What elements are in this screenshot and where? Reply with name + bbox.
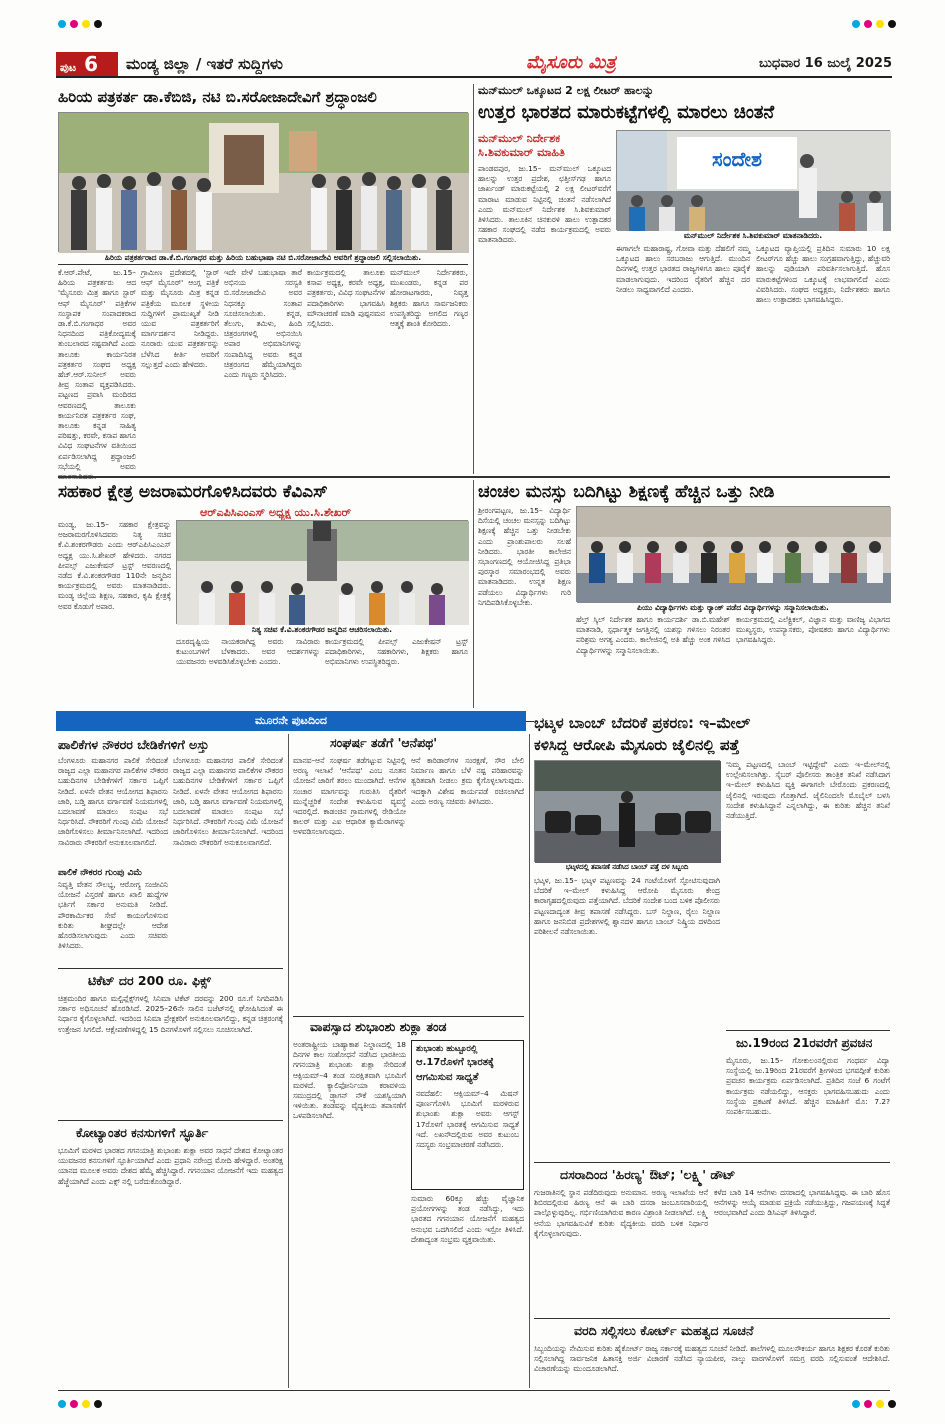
story5-column: ಬೆಂಗಳೂರು ಮಹಾನಗರ ಪಾಲಿಕೆ ಸೇರಿದಂತೆ ರಾಜ್ಯದ ಎಲ್ಲಾ ಮಹಾನಗರ ಪಾಲಿಕೆಗಳ ನೌಕರರ ಬಹುದಿನಗಳ ಬೇಡಿಕೆಗಳಿಗೆ ಸರ್ಕಾರ ಒಪ್ಪಿಗೆ ನೀಡಿದೆ. ಏಳನೇ ವೇತನ ಆಯೋಗದ ಶಿಫಾರಸು ಜಾರಿ, ಬಡ್ತಿ ಹಾಗೂ ವರ್ಗಾವಣೆ ನಿಯಮಗಳಲ್ಲಿ ಬದಲಾವಣೆ ಮಾಡಲು ಸಂಪುಟ ಸಭೆ ನಿರ್ಧರಿಸಿದೆ. ನೌಕರರಿಗೆ ಗುಂಪು ವಿಮೆ ಯೋಜನೆ ಜಾರಿಗೊಳಿಸಲು ತೀರ್ಮಾನಿಸಲಾಗಿದೆ. ಇದರಿಂದ ಸಾವಿರಾರು ನೌಕರರಿಗೆ ಅನುಕೂಲವಾಗಲಿದೆ. [173,756,283,847]
section-name: ಮಂಡ್ಯ ಜಿಲ್ಲಾ / ಇತರೆ ಸುದ್ದಿಗಳು [126,55,283,73]
story7-headline: ಕೋಟ್ಯಾಂತರ ಕನಸುಗಳಿಗೆ ಸ್ಫೂರ್ತಿ [76,1125,209,1140]
story1-headline: ಹಿರಿಯ ಪತ್ರಕರ್ತ ಡಾ.ಕೆಬಿಜಿ, ನಟಿ ಬಿ.ಸರೋಜಾದೇವಿಗೆ ಶ್ರದ್ಧಾಂಜಲಿ [58,88,377,106]
column-divider [473,84,474,474]
story9-column: ಅಂತರಾಷ್ಟ್ರೀಯ ಬಾಹ್ಯಾಕಾಶ ನಿಲ್ದಾಣದಲ್ಲಿ 18 ದಿನಗಳ ಕಾಲ ಸಂಶೋಧನೆ ನಡೆಸಿದ ಭಾರತೀಯ ಗಗನಯಾತ್ರಿ ಶುಭಾಂಶು ಶುಕ್ಲಾ ಸೇರಿದಂತೆ ಆಕ್ಸಿಯಮ್–4 ತಂಡ ಸುರಕ್ಷಿತವಾಗಿ ಭೂಮಿಗೆ ಮರಳಿದೆ. ಕ್ಯಾಲಿಫೋರ್ನಿಯಾ ಕರಾವಳಿಯ ಸಮುದ್ರದಲ್ಲಿ ಡ್ರ್ಯಾಗನ್ ನೌಕೆ ಯಶಸ್ವಿಯಾಗಿ ಇಳಿಯಿತು. ತಂಡವನ್ನು ವೈದ್ಯಕೀಯ ತಪಾಸಣೆಗೆ ಒಳಪಡಿಸಲಾಗಿದೆ. [293,1040,406,1121]
story2-column: ಪಾಂಡವಪುರ, ಜು.15– ಮನ್‌ಮುಲ್ ಒಕ್ಕೂಟದ ಹಾಲನ್ನು ಉತ್ತರ ಪ್ರದೇಶ, ಛತ್ತೀಸ್‌ಗಢ ಹಾಗೂ ಜಾರ್ಖಂಡ್ ಮಾರುಕಟ್ಟೆಯಲ್ಲಿ 2 ಲಕ್ಷ ಲೀಟರ್‌ವರೆಗೆ ಮಾರಾಟ ಮಾಡುವ ನಿಟ್ಟಿನಲ್ಲಿ ಚಿಂತನೆ ನಡೆಸಲಾಗಿದೆ ಎಂದು ಮನ್‌ಮುಲ್ ನಿರ್ದೇಶಕ ಸಿ.ಶಿವಕುಮಾರ್ ತಿಳಿಸಿದರು. ತಾಲೂಕಿನ ಚಿನಕುರಳಿ ಹಾಲು ಉತ್ಪಾದಕರ ಸಹಕಾರ ಸಂಘದಲ್ಲಿ ನಡೆದ ಕಾರ್ಯಕ್ರಮದಲ್ಲಿ ಅವರು ಮಾತನಾಡಿದರು. [478,164,611,245]
divider [58,476,890,478]
story5-column: ಬೆಂಗಳೂರು ಮಹಾನಗರ ಪಾಲಿಕೆ ಸೇರಿದಂತೆ ರಾಜ್ಯದ ಎಲ್ಲಾ ಮಹಾನಗರ ಪಾಲಿಕೆಗಳ ನೌಕರರ ಬಹುದಿನಗಳ ಬೇಡಿಕೆಗಳಿಗೆ ಸರ್ಕಾರ ಒಪ್ಪಿಗೆ ನೀಡಿದೆ. ಏಳನೇ ವೇತನ ಆಯೋಗದ ಶಿಫಾರಸು ಜಾರಿ, ಬಡ್ತಿ ಹಾಗೂ ವರ್ಗಾವಣೆ ನಿಯಮಗಳಲ್ಲಿ ಬದಲಾವಣೆ ಮಾಡಲು ಸಂಪುಟ ಸಭೆ ನಿರ್ಧರಿಸಿದೆ. ನೌಕರರಿಗೆ ಗುಂಪು ವಿಮೆ ಯೋಜನೆ ಜಾರಿಗೊಳಿಸಲು ತೀರ್ಮಾನಿಸಲಾಗಿದೆ. ಇದರಿಂದ ಸಾವಿರಾರು ನೌಕರರಿಗೆ ಅನುಕೂಲವಾಗಲಿದೆ. [58,756,168,847]
story4-column: ಕಾರ್ಯಕ್ರಮದಲ್ಲಿ ಎಲೆಕ್ಟ್ರಿಕಲ್, ವಿಜ್ಞಾನ ಮತ್ತು ವಾಣಿಜ್ಯ ವಿಭಾಗದ ಮುಖ್ಯಸ್ಥರು, ಉಪನ್ಯಾಸಕರು, ಪೋಷಕರು ಹಾಗೂ ವಿದ್ಯಾರ್ಥಿಗಳು ಭಾಗವಹಿಸಿದ್ದರು. [736,615,890,645]
story10-photo [534,760,720,862]
page-tag [56,52,118,76]
column-divider [288,734,289,1388]
story1-column: ಇದೇ ವೇಳೆ ಬಹುಭಾಷಾ ತಾರೆ ಅಭಿನಯ ಸರಸ್ವತಿ ಬಿ.ಸರೋಜಾದೇವಿ ಅವರ ನಿಧನಕ್ಕೂ ಸಂತಾಪ ಸೂಚಿಸಲಾಯಿತು. ಕನ್ನಡ, ತೆಲುಗು, ತಮಿಳು, ಹಿಂದಿ ಚಿತ್ರರಂಗಗಳಲ್ಲಿ ಅಭಿನಯಿಸಿ ಅಪಾರ ಅಭಿಮಾನಿಗಳನ್ನು ಸಂಪಾದಿಸಿದ್ದ ಅವರು ಕನ್ನಡ ಚಿತ್ರರಂಗದ ಹೆಮ್ಮೆಯಾಗಿದ್ದರು ಎಂದು ಗಣ್ಯರು ಸ್ಮರಿಸಿದರು. [224,268,302,380]
registration-mark-cyan [58,1400,66,1408]
sidebox-line: ಆ.17ರೊಳಗೆ ಭಾರತಕ್ಕೆ [416,1057,494,1068]
divider [58,1120,283,1121]
story1-photo-image [59,113,469,253]
story1-column: ಕಾರ್ಯಕ್ರಮದಲ್ಲಿ ತಾಲೂಕು ಕಸಾಪ ಅಧ್ಯಕ್ಷ, ಕರವೇ ಅಧ್ಯಕ್ಷ, ಪತ್ರಕರ್ತರು, ವಿವಿಧ ಸಂಘಟನೆಗಳ ಪದಾಧಿಕಾರಿಗಳು ಭಾಗವಹಿಸಿ ಮೌನಾಚರಣೆ ಮಾಡಿ ಪುಷ್ಪನಮನ ಸಲ್ಲಿಸಿದರು. [307,268,385,329]
sidebox [411,1040,524,1190]
divider [58,968,283,969]
registration-mark-black [888,1400,896,1408]
story10-headline: ಭಟ್ಕಳ ಬಾಂಬ್ ಬೆದರಿಕೆ ಪ್ರಕರಣ: ಇ–ಮೇಲ್ [534,714,751,732]
registration-mark-magenta [70,20,78,28]
story8-headline: ಸಂಘರ್ಷ ತಡೆಗೆ 'ಆನೆಪಥ' [330,735,438,750]
story3-headline: ಸಹಕಾರ ಕ್ಷೇತ್ರ ಅಜರಾಮರಗೊಳಿಸಿದವರು ಕೆವಿಎಸ್ [58,482,328,502]
divider [534,1318,890,1319]
story10-column: 'ನಿಮ್ಮ ಪಟ್ಟಣದಲ್ಲಿ ಬಾಂಬ್ ಇಟ್ಟಿದ್ದೇವೆ' ಎಂದು ಇ–ಮೇಲ್‌ನಲ್ಲಿ ಉಲ್ಲೇಖಿಸಲಾಗಿತ್ತು. ಸೈಬರ್ ಪೊಲೀಸರು ತಾಂತ್ರಿಕ ತನಿಖೆ ನಡೆಸಿದಾಗ ಇ–ಮೇಲ್ ಕಳುಹಿಸಿದ ವ್ಯಕ್ತಿ ಈಗಾಗಲೇ ಬೇರೊಂದು ಪ್ರಕರಣದಲ್ಲಿ ಜೈಲಿನಲ್ಲಿ ಇರುವುದು ಗೊತ್ತಾಗಿದೆ. ಜೈಲಿನಿಂದಲೇ ಮೊಬೈಲ್ ಬಳಸಿ ಸಂದೇಶ ಕಳುಹಿಸಿದ್ದಾನೆ ಎನ್ನಲಾಗಿದ್ದು, ಈ ಕುರಿತು ಹೆಚ್ಚಿನ ತನಿಖೆ ನಡೆಯುತ್ತಿದೆ. [726,760,890,821]
story11-headline: ಜು.19ರಂದ 21ರವರೆಗೆ ಪ್ರವಚನ [736,1036,873,1050]
registration-mark-cyan [58,20,66,28]
registration-mark-yellow [82,20,90,28]
story3-column: ದೂರದೃಷ್ಟಿಯ ನಾಯಕರಾಗಿದ್ದ ಅವರು ಸಾವಿರಾರು ಕುಟುಂಬಗಳಿಗೆ ಬೆಳಕಾದರು. ಅವರ ಆದರ್ಶಗಳನ್ನು ಯುವಜನರು ಅಳವಡಿಸಿಕೊಳ್ಳಬೇಕು ಎಂದರು. [176,637,320,667]
story3-subhead: ಆರ್‌ಎಪಿಸಿಎಂಎಸ್ ಅಧ್ಯಕ್ಷ ಯು.ಸಿ.ಶೇಖರ್ [200,506,351,519]
story3-column: ಕಾರ್ಯಕ್ರಮದಲ್ಲಿ ಪೀಪಲ್ಸ್ ಎಜುಕೇಷನ್ ಟ್ರಸ್ಟ್ ಪದಾಧಿಕಾರಿಗಳು, ಸಹಕಾರಿಗಳು, ಶಿಕ್ಷಕರು ಹಾಗೂ ಅಭಿಮಾನಿಗಳು ಉಪಸ್ಥಿತರಿದ್ದರು. [325,637,468,667]
story11-column: ಮೈಸೂರು, ಜು.15– ಗೋಕುಲಂನಲ್ಲಿರುವ ಗಂಧರ್ವ ವಿದ್ಯಾ ಸಂಸ್ಥೆಯಲ್ಲಿ ಜು.19ರಿಂದ 21ರವರೆಗೆ ಶ್ರೀಗಳಿಂದ ಭಗವದ್ಗೀತೆ ಕುರಿತು ಪ್ರವಚನ ಕಾರ್ಯಕ್ರಮ ಏರ್ಪಡಿಸಲಾಗಿದೆ. ಪ್ರತಿದಿನ ಸಂಜೆ 6 ಗಂಟೆಗೆ ಕಾರ್ಯಕ್ರಮ ನಡೆಯಲಿದ್ದು, ಆಸಕ್ತರು ಭಾಗವಹಿಸಬಹುದು ಎಂದು ಸಂಸ್ಥೆಯ ಪ್ರಕಟಣೆ ತಿಳಿಸಿದೆ. ಹೆಚ್ಚಿನ ಮಾಹಿತಿಗೆ ಮೊ: 7.2? ಸಂಪರ್ಕಿಸಬಹುದು. [726,1056,890,1117]
story2-headline: ಉತ್ತರ ಭಾರತದ ಮಾರುಕಟ್ಟೆಗಳಲ್ಲಿ ಮಾರಲು ಚಿಂತನೆ [478,102,775,123]
story3-caption: ನಿತ್ಯ ಸಚಿವ ಕೆ.ವಿ.ಶಂಕರಗೌಡರ ಜನ್ಮದಿನ ಆಚರಿಸಲಾಯಿತು. [251,625,393,634]
story6-headline: ಟಿಕೆಟ್ ದರ 200 ರೂ. ಫಿಕ್ಸ್ [88,973,211,988]
section-banner: ಮೂರನೇ ಪುಟದಿಂದ [56,711,526,731]
divider [58,264,468,265]
story2-subhead: ಮನ್‌ಮುಲ್ ನಿರ್ದೇಶಕ [478,132,561,145]
story3-photo-image [177,521,469,625]
registration-mark-black [94,1400,102,1408]
story2-photo-sign: ಸಂದೇಶ [712,147,762,171]
story13-column: ಸಿಬ್ಬಂದಿಯನ್ನು ನೇಮಿಸುವ ಕುರಿತು ಹೈಕೋರ್ಟ್ ರಾಜ್ಯ ಸರ್ಕಾರಕ್ಕೆ ಮಹತ್ವದ ಸೂಚನೆ ನೀಡಿದೆ. ಶಾಲೆಗಳಲ್ಲಿ ಮೂಲಸೌಕರ್ಯ ಹಾಗೂ ಶಿಕ್ಷಕರ ಕೊರತೆ ಕುರಿತು ಸಲ್ಲಿಸಲಾಗಿದ್ದ ಸಾರ್ವಜನಿಕ ಹಿತಾಸಕ್ತಿ ಅರ್ಜಿ ವಿಚಾರಣೆ ನಡೆಸಿದ ನ್ಯಾಯಪೀಠ, ನಾಲ್ಕು ವಾರಗಳೊಳಗೆ ಸಮಗ್ರ ವರದಿ ಸಲ್ಲಿಸುವಂತೆ ಆದೇಶಿಸಿದೆ. ವಿಚಾರಣೆಯನ್ನು ಮುಂದೂಡಲಾಗಿದೆ. [534,1344,890,1374]
story4-column: ಹೆಲ್ತ್ ಸ್ಕಿಲ್ ನಿರ್ದೇಶಕ ಹಾಗೂ ಕಾರ್ಯದರ್ಶಿ ಡಾ.ಬಿ.ಮಹೇಶ್ ಮಾತನಾಡಿ, ಸ್ಪರ್ಧಾತ್ಮಕ ಜಗತ್ತಿನಲ್ಲಿ ಯಶಸ್ಸು ಗಳಿಸಲು ನಿರಂತರ ಪರಿಶ್ರಮ ಅಗತ್ಯ ಎಂದರು. ಕಾಲೇಜಿನಲ್ಲಿ ಅತಿ ಹೆಚ್ಚು ಅಂಕ ಗಳಿಸಿದ ವಿದ್ಯಾರ್ಥಿಗಳನ್ನು ಸನ್ಮಾನಿಸಲಾಯಿತು. [576,615,730,655]
issue-date: ಬುಧವಾರ 16 ಜುಲೈ 2025 [759,56,892,71]
story10-headline: ಕಳಿಸಿದ್ದ ಆರೋಪಿ ಮೈಸೂರು ಜೈಲಿನಲ್ಲಿ ಪತ್ತೆ [534,736,740,754]
registration-mark-cyan [852,1400,860,1408]
registration-mark-yellow [876,1400,884,1408]
story2-caption: ಮನ್‌ಮುಲ್ ನಿರ್ದೇಶಕ ಸಿ.ಶಿವಕುಮಾರ್ ಮಾತನಾಡಿದರು. [683,231,823,240]
story8-column: ಮಾನವ–ಆನೆ ಸಂಘರ್ಷ ತಡೆಗಟ್ಟುವ ನಿಟ್ಟಿನಲ್ಲಿ ಅರಣ್ಯ ಇಲಾಖೆ 'ಆನೆಪಥ' ಎಂಬ ನೂತನ ಯೋಜನೆ ಜಾರಿಗೆ ತರಲು ಮುಂದಾಗಿದೆ. ಆನೆಗಳ ಸಂಚಾರ ಮಾರ್ಗವನ್ನು ಗುರುತಿಸಿ ರೈತರಿಗೆ ಮುನ್ನೆಚ್ಚರಿಕೆ ಸಂದೇಶ ಕಳುಹಿಸುವ ವ್ಯವಸ್ಥೆ ಇದರಲ್ಲಿದೆ. ಕಾಡಂಚಿನ ಗ್ರಾಮಗಳಲ್ಲಿ ರೇಡಿಯೋ ಕಾಲರ್ ಮತ್ತು ಎಐ ಆಧಾರಿತ ಕ್ಯಾಮೆರಾಗಳನ್ನು ಅಳವಡಿಸಲಾಗುವುದು. [293,756,406,837]
story2-kicker: ಮನ್‌ಮುಲ್ ಒಕ್ಕೂಟದ 2 ಲಕ್ಷ ಲೀಟರ್ ಹಾಲನ್ನು [478,84,654,97]
sidebox-line: ಶುಭಾಂಶು ಹುಟ್ಟೂರಲ್ಲಿ [416,1044,478,1054]
story2-photo-image [617,131,891,231]
story10-column: ಭಟ್ಕಳ, ಜು.15– ಭಟ್ಕಳ ಪಟ್ಟಣವನ್ನು 24 ಗಂಟೆಯೊಳಗೆ ಸ್ಫೋಟಿಸುವುದಾಗಿ ಬೆದರಿಕೆ ಇ–ಮೇಲ್ ಕಳುಹಿಸಿದ್ದ ಆರೋಪಿ ಮೈಸೂರು ಕೇಂದ್ರ ಕಾರಾಗೃಹದಲ್ಲಿರುವುದು ಪತ್ತೆಯಾಗಿದೆ. ಬೆದರಿಕೆ ಸಂದೇಶ ಬಂದ ಬಳಿಕ ಪೊಲೀಸರು ಪಟ್ಟಣದಾದ್ಯಂತ ತೀವ್ರ ತಪಾಸಣೆ ನಡೆಸಿದ್ದರು. ಬಸ್ ನಿಲ್ದಾಣ, ರೈಲು ನಿಲ್ದಾಣ ಹಾಗೂ ಜನನಿಬಿಡ ಪ್ರದೇಶಗಳಲ್ಲಿ ಶ್ವಾನದಳ ಹಾಗೂ ಬಾಂಬ್ ನಿಷ್ಕ್ರಿಯ ದಳದಿಂದ ಪರಿಶೀಲನೆ ನಡೆಸಲಾಯಿತು. [534,876,720,937]
paper-name: ಮೈಸೂರು ಮಿತ್ರ [526,52,616,73]
registration-mark-magenta [864,1400,872,1408]
divider [526,721,534,722]
story4-caption: ಪಿಯು ವಿದ್ಯಾರ್ಥಿಗಳು ಮತ್ತು ರ‍್ಯಾಂಕ್ ಪಡೆದ ವಿದ್ಯಾರ್ಥಿಗಳನ್ನು ಸನ್ಮಾನಿಸಲಾಯಿತು. [637,603,829,612]
story2-column: ಈಗಾಗಲೇ ಮಹಾರಾಷ್ಟ್ರ, ಗೋವಾ ಮತ್ತು ದೆಹಲಿಗೆ ನಮ್ಮ ಒಕ್ಕೂಟದ ಹಾಲು ಸರಬರಾಜು ಆಗುತ್ತಿದೆ. ಮುಂದಿನ ದಿನಗಳಲ್ಲಿ ಉತ್ತರ ಭಾರತದ ರಾಜ್ಯಗಳಿಗೂ ಹಾಲು ಪೂರೈಕೆ ಮಾಡಲಾಗುವುದು. ಇದರಿಂದ ರೈತರಿಗೆ ಹೆಚ್ಚಿನ ದರ ನೀಡಲು ಸಾಧ್ಯವಾಗಲಿದೆ ಎಂದರು. [616,244,750,294]
story4-column: ಶ್ರೀರಂಗಪಟ್ಟಣ, ಜು.15– ವಿದ್ಯಾರ್ಥಿ ದಿಸೆಯಲ್ಲಿ ಚಂಚಲ ಮನಸ್ಸನ್ನು ಬದಿಗಿಟ್ಟು ಶಿಕ್ಷಣಕ್ಕೆ ಹೆಚ್ಚಿನ ಒತ್ತು ನೀಡಬೇಕು ಎಂದು ಪ್ರಾಂಶುಪಾಲರು ಸಲಹೆ ನೀಡಿದರು. ಭಾರತೀ ಕಾಲೇಜಿನ ಸಭಾಂಗಣದಲ್ಲಿ ಆಯೋಜಿಸಿದ್ದ ಪ್ರತಿಭಾ ಪುರಸ್ಕಾರ ಸಮಾರಂಭದಲ್ಲಿ ಅವರು ಮಾತನಾಡಿದರು. ಉನ್ನತ ಶಿಕ್ಷಣ ಪಡೆಯಲು ವಿದ್ಯಾರ್ಥಿಗಳು ಗುರಿ ನಿಗದಿಪಡಿಸಿಕೊಳ್ಳಬೇಕು. [478,506,571,607]
sidebox-line: ಆಗಮಿಸುವ ಸಾಧ್ಯತೆ [416,1072,479,1083]
divider [726,1030,890,1031]
sidebox-text: ನವದೆಹಲಿ: ಆಕ್ಸಿಯಮ್–4 ಮಿಷನ್ ಪೂರ್ಣಗೊಳಿಸಿ ಭೂಮಿಗೆ ಮರಳಿರುವ ಶುಭಾಂಶು ಶುಕ್ಲಾ ಅವರು ಆಗಸ್ಟ್ 17ರೊಳಗೆ ಭಾರತಕ್ಕೆ ಆಗಮಿಸುವ ಸಾಧ್ಯತೆ ಇದೆ. ಲಖನೌದಲ್ಲಿರುವ ಅವರ ಕುಟುಂಬ ಸದಸ್ಯರು ಸಂಭ್ರಮಾಚರಣೆ ನಡೆಸಿದರು. [416,1089,519,1150]
column-divider [473,480,474,708]
registration-mark-yellow [82,1400,90,1408]
story13-headline: ವರದಿ ಸಲ್ಲಿಸಲು ಕೋರ್ಟ್ ಮಹತ್ವದ ಸೂಚನೆ [574,1323,754,1338]
registration-mark-magenta [864,20,872,28]
story3-photo [176,520,468,624]
story12-column: ಗುಜರಾತಿನಲ್ಲಿ ಸ್ಥಾನ ಪಡೆದಿರುವುದು ಅನುಮಾನ. ಅರಣ್ಯ ಇಲಾಖೆಯ ಆನೆ ಶಿಬಿರದಲ್ಲಿರುವ ಹಿರಣ್ಯ ಆನೆ ಈ ಬಾರಿ ದಸರಾ ಜಂಬೂಸವಾರಿಯಲ್ಲಿ ಪಾಲ್ಗೊಳ್ಳುವುದಿಲ್ಲ. ಗರ್ಭಿಣಿಯಾಗಿರುವ ಕಾರಣ ವಿಶ್ರಾಂತಿ ನೀಡಲಾಗಿದೆ. ಲಕ್ಷ್ಮಿ ಆನೆಯ ಭಾಗವಹಿಸುವಿಕೆ ಕುರಿತು ವೈದ್ಯಕೀಯ ವರದಿ ಬಳಿಕ ನಿರ್ಧಾರ ಕೈಗೊಳ್ಳಲಾಗುವುದು. [534,1188,708,1238]
story10-photo-image [535,761,721,863]
story6-column: ಚಿತ್ರಮಂದಿರ ಹಾಗೂ ಮಲ್ಟಿಪ್ಲೆಕ್ಸ್‌ಗಳಲ್ಲಿ ಸಿನಿಮಾ ಟಿಕೆಟ್ ದರವನ್ನು 200 ರೂ.ಗೆ ನಿಗದಿಪಡಿಸಿ ಸರ್ಕಾರ ಅಧಿಸೂಚನೆ ಹೊರಡಿಸಿದೆ. 2025–26ನೇ ಸಾಲಿನ ಬಜೆಟ್‌ನಲ್ಲಿ ಘೋಷಿಸಿದಂತೆ ಈ ನಿರ್ಧಾರ ಕೈಗೊಳ್ಳಲಾಗಿದೆ. ಇದರಿಂದ ಸಿನಿಮಾ ಪ್ರೇಕ್ಷಕರಿಗೆ ಅನುಕೂಲವಾಗಲಿದ್ದು, ಕನ್ನಡ ಚಿತ್ರರಂಗಕ್ಕೆ ಉತ್ತೇಜನ ಸಿಗಲಿದೆ. ಆಕ್ಷೇಪಣೆಗಳಿದ್ದಲ್ಲಿ 15 ದಿನಗಳೊಳಗೆ ಸಲ್ಲಿಸಲು ಸೂಚಿಸಲಾಗಿದೆ. [58,994,283,1034]
story4-photo-image [577,507,891,603]
registration-mark-yellow [876,20,884,28]
story1-column: ಮನ್‌ಮುಲ್ ನಿರ್ದೇಶಕರು, ಮುಖಂಡರು, ಕನ್ನಡ ಪರ ಹೋರಾಟಗಾರರು, ನಿವೃತ್ತ ಶಿಕ್ಷಕರು ಹಾಗೂ ಸಾರ್ವಜನಿಕರು ಉಪಸ್ಥಿತರಿದ್ದು ಅಗಲಿದ ಗಣ್ಯರ ಆತ್ಮಕ್ಕೆ ಶಾಂತಿ ಕೋರಿದರು. [390,268,468,329]
story9-headline: ವಾಪಸ್ಸಾದ ಶುಭಾಂಶು ಶುಕ್ಲಾ ತಂಡ [310,1019,447,1034]
masthead [56,50,892,78]
story5-headline: ಪಾಲಿಕೆಗಳ ನೌಕರರ ಬೇಡಿಕೆಗಳಿಗೆ ಅಸ್ತು [58,737,209,752]
divider [293,1016,524,1017]
story2-subhead: ಸಿ.ಶಿವಕುಮಾರ್ ಮಾಹಿತಿ [478,146,565,159]
story8-column: ಆನೆ ಕಾರಿಡಾರ್‌ಗಳ ಸಂರಕ್ಷಣೆ, ಸೌರ ಬೇಲಿ ನಿರ್ಮಾಣ ಹಾಗೂ ಬೆಳೆ ನಷ್ಟ ಪರಿಹಾರವನ್ನು ತ್ವರಿತವಾಗಿ ನೀಡಲು ಕ್ರಮ ಕೈಗೊಳ್ಳಲಾಗುವುದು. ಇದಕ್ಕಾಗಿ ವಿಶೇಷ ಕಾರ್ಯಪಡೆ ರಚಿಸಲಾಗಿದೆ ಎಂದು ಅರಣ್ಯ ಸಚಿವರು ತಿಳಿಸಿದರು. [411,756,524,806]
story2-photo [616,130,890,230]
story2-column: ಒಕ್ಕೂಟದ ವ್ಯಾಪ್ತಿಯಲ್ಲಿ ಪ್ರತಿದಿನ ಸುಮಾರು 10 ಲಕ್ಷ ಲೀಟರ್‌ಗೂ ಹೆಚ್ಚು ಹಾಲು ಸಂಗ್ರಹವಾಗುತ್ತಿದ್ದು, ಹೆಚ್ಚುವರಿ ಹಾಲನ್ನು ಪುಡಿಯಾಗಿ ಪರಿವರ್ತಿಸಲಾಗುತ್ತಿದೆ. ಹೊಸ ಮಾರುಕಟ್ಟೆಗಳಿಂದ ಒಕ್ಕೂಟಕ್ಕೆ ಲಾಭವಾಗಲಿದೆ ಎಂದು ವಿವರಿಸಿದರು. ಸಂಘದ ಅಧ್ಯಕ್ಷರು, ನಿರ್ದೇಶಕರು ಹಾಗೂ ಹಾಲು ಉತ್ಪಾದಕರು ಭಾಗವಹಿಸಿದ್ದರು. [756,244,890,305]
registration-mark-cyan [852,20,860,28]
page-number: 6 [84,52,99,76]
story7-column: ಭೂಮಿಗೆ ಮರಳಿದ ಭಾರತದ ಗಗನಯಾತ್ರಿ ಶುಭಾಂಶು ಶುಕ್ಲಾ ಅವರ ಸಾಧನೆ ದೇಶದ ಕೋಟ್ಯಾಂತರ ಯುವಜನರ ಕನಸುಗಳಿಗೆ ಸ್ಫೂರ್ತಿಯಾಗಿದೆ ಎಂದು ಪ್ರಧಾನಿ ನರೇಂದ್ರ ಮೋದಿ ಹೇಳಿದ್ದಾರೆ. ಅಂತರಿಕ್ಷ ಯಾನದ ಮೂಲಕ ಅವರು ದೇಶದ ಹೆಮ್ಮೆ ಹೆಚ್ಚಿಸಿದ್ದಾರೆ. ಗಗನಯಾನ ಯೋಜನೆಗೆ ಇದು ಮಹತ್ವದ ಹೆಜ್ಜೆಯಾಗಿದೆ ಎಂದು ಎಕ್ಸ್ ನಲ್ಲಿ ಬರೆದುಕೊಂಡಿದ್ದಾರೆ. [58,1146,283,1186]
story4-photo [576,506,890,602]
registration-mark-black [888,20,896,28]
registration-mark-magenta [70,1400,78,1408]
story1-caption: ಹಿರಿಯ ಪತ್ರಕರ್ತರಾದ ಡಾ.ಕೆ.ಬಿ.ಗಂಗಾಧರ ಮತ್ತು ಹಿರಿಯ ಬಹುಭಾಷಾ ನಟಿ ಬಿ.ಸರೋಜಾದೇವಿ ಅವರಿಗೆ ಶ್ರದ್ಧಾಂಜಲಿ ಸಲ್ಲಿಸಲಾಯಿತು. [104,253,422,262]
story9-column: ಸುಮಾರು 60ಕ್ಕೂ ಹೆಚ್ಚು ವೈಜ್ಞಾನಿಕ ಪ್ರಯೋಗಗಳನ್ನು ತಂಡ ನಡೆಸಿದ್ದು, ಇದು ಭಾರತದ ಗಗನಯಾನ ಯೋಜನೆಗೆ ಮಹತ್ವದ ಅನುಭವ ಒದಗಿಸಲಿದೆ ಎಂದು ಇಸ್ರೋ ತಿಳಿಸಿದೆ. ದೇಶಾದ್ಯಂತ ಸಂಭ್ರಮ ವ್ಯಕ್ತವಾಯಿತು. [411,1194,524,1244]
story4-headline: ಚಂಚಲ ಮನಸ್ಸು ಬದಿಗಿಟ್ಟು ಶಿಕ್ಷಣಕ್ಕೆ ಹೆಚ್ಚಿನ ಒತ್ತು ನೀಡಿ [478,482,775,502]
registration-mark-black [94,20,102,28]
story5-subhead: ಪಾಲಿಕೆ ನೌಕರರ ಗುಂಪು ವಿಮೆ [58,868,143,878]
story10-caption: ಭಟ್ಕಳದಲ್ಲಿ ತಪಾಸಣೆ ನಡೆಸಿದ ಬಾಂಬ್ ಪತ್ತೆ ದಳ ಸಿಬ್ಬಂದಿ [565,863,689,871]
story3-column: ಮಂಡ್ಯ, ಜು.15– ಸಹಕಾರ ಕ್ಷೇತ್ರವನ್ನು ಅಜರಾಮರಗೊಳಿಸಿದವರು ನಿತ್ಯ ಸಚಿವ ಕೆ.ವಿ.ಶಂಕರಗೌಡರು ಎಂದು ಆರ್‌ಎಪಿಸಿಎಂಎಸ್ ಅಧ್ಯಕ್ಷ ಯು.ಸಿ.ಶೇಖರ್ ಹೇಳಿದರು. ನಗರದ ಪೀಪಲ್ಸ್ ಎಜುಕೇಷನ್ ಟ್ರಸ್ಟ್ ಆವರಣದಲ್ಲಿ ನಡೆದ ಕೆ.ವಿ.ಶಂಕರಗೌಡರ 110ನೇ ಜನ್ಮದಿನ ಕಾರ್ಯಕ್ರಮದಲ್ಲಿ ಅವರು ಮಾತನಾಡಿದರು. ಮಂಡ್ಯ ಜಿಲ್ಲೆಯ ಶಿಕ್ಷಣ, ಸಹಕಾರ, ಕೃಷಿ ಕ್ಷೇತ್ರಕ್ಕೆ ಅವರ ಕೊಡುಗೆ ಅಪಾರ. [58,520,171,611]
column-divider [529,734,530,1388]
story5-column: ನಿವೃತ್ತಿ ವೇತನ ಸೌಲಭ್ಯ, ಆರೋಗ್ಯ ಸಂಜೀವಿನಿ ಯೋಜನೆ ವಿಸ್ತರಣೆ ಹಾಗೂ ಖಾಲಿ ಹುದ್ದೆಗಳ ಭರ್ತಿಗೆ ಸರ್ಕಾರ ಅನುಮತಿ ನೀಡಿದೆ. ಪೌರಕಾರ್ಮಿಕರ ಸೇವೆ ಕಾಯಂಗೊಳಿಸುವ ಕುರಿತು ಶೀಘ್ರದಲ್ಲೇ ಆದೇಶ ಹೊರಡಿಸಲಾಗುವುದು ಎಂದು ಸಚಿವರು ತಿಳಿಸಿದರು. [58,880,168,951]
divider [534,1162,890,1163]
story12-column: ಕಳೆದ ಬಾರಿ 14 ಆನೆಗಳು ದಸರಾದಲ್ಲಿ ಭಾಗವಹಿಸಿದ್ದವು. ಈ ಬಾರಿ ಹೊಸ ಆನೆಗಳನ್ನು ಆಯ್ಕೆ ಮಾಡುವ ಪ್ರಕ್ರಿಯೆ ನಡೆಯುತ್ತಿದ್ದು, ಗಜಪಯಣಕ್ಕೆ ಸಿದ್ಧತೆ ಆರಂಭವಾಗಿದೆ ಎಂದು ಡಿಸಿಎಫ್ ತಿಳಿಸಿದ್ದಾರೆ. [714,1188,890,1218]
story1-photo [58,112,468,252]
story1-column: ಕೆ.ಆರ್.ಪೇಟೆ, ಜು.15– ಹಿರಿಯ ಪತ್ರಕರ್ತರು ಆದ 'ಮೈಸೂರು ಮಿತ್ರ ಹಾಗೂ ಸ್ಟಾರ್ ಆಫ್ ಮೈಸೂರ್' ಪತ್ರಿಕೆಗಳ ಸಂಸ್ಥಾಪಕ ಸಂಪಾದಕರಾದ ಡಾ.ಕೆ.ಬಿ.ಗಂಗಾಧರ ಅವರ ನಿಧನದಿಂದ ಪತ್ರಿಕೋದ್ಯಮಕ್ಕೆ ತುಂಬಲಾರದ ನಷ್ಟವಾಗಿದೆ ಎಂದು ತಾಲೂಕು ಕಾರ್ಯನಿರತ ಪತ್ರಕರ್ತರ ಸಂಘದ ಅಧ್ಯಕ್ಷ ಹೆಚ್.ಆರ್.ಸುನೀಲ್ ಅವರು ತೀವ್ರ ಸಂತಾಪ ವ್ಯಕ್ತಪಡಿಸಿದರು. ಪಟ್ಟಣದ ಪ್ರವಾಸಿ ಮಂದಿರದ ಆವರಣದಲ್ಲಿ ತಾಲೂಕು ಕಾರ್ಯನಿರತ ಪತ್ರಕರ್ತರ ಸಂಘ, ತಾಲೂಕು ಕನ್ನಡ ಸಾಹಿತ್ಯ ಪರಿಷತ್ತು, ಕರವೇ, ಕಸಾಪ ಹಾಗೂ ವಿವಿಧ ಸಂಘಟನೆಗಳ ವತಿಯಿಂದ ಏರ್ಪಡಿಸಲಾಗಿದ್ದ ಶ್ರದ್ಧಾಂಜಲಿ ಸಭೆಯಲ್ಲಿ ಅವರು [58,268,136,471]
story1-column: ಗ್ರಾಮೀಣ ಪ್ರದೇಶದಲ್ಲಿ 'ಸ್ಟಾರ್ ಆಫ್ ಮೈಸೂರ್' ಆಂಗ್ಲ ಪತ್ರಿಕೆ ಮತ್ತು ಮೈಸೂರು ಮಿತ್ರ ಕನ್ನಡ ಪತ್ರಿಕೆಯ ಮೂಲಕ ಸ್ಥಳೀಯ ಸುದ್ದಿಗಳಿಗೆ ಪ್ರಾಮುಖ್ಯತೆ ನೀಡಿ ಯುವ ಪತ್ರಕರ್ತರಿಗೆ ಮಾರ್ಗದರ್ಶನ ನೀಡಿದ್ದರು. ನೂರಾರು ಯುವ ಪತ್ರಕರ್ತರನ್ನು ಬೆಳೆಸಿದ ಕೀರ್ತಿ ಅವರಿಗೆ ಸಲ್ಲುತ್ತದೆ ಎಂದು ಹೇಳಿದರು. [141,268,219,369]
story12-headline: ದಸರಾದಿಂದ 'ಹಿರಣ್ಯ' ಔಟ್; 'ಲಕ್ಷ್ಮಿ' ಡೌಟ್ [560,1167,736,1182]
divider [58,1390,890,1391]
page-label: ಪುಟ [60,61,77,74]
